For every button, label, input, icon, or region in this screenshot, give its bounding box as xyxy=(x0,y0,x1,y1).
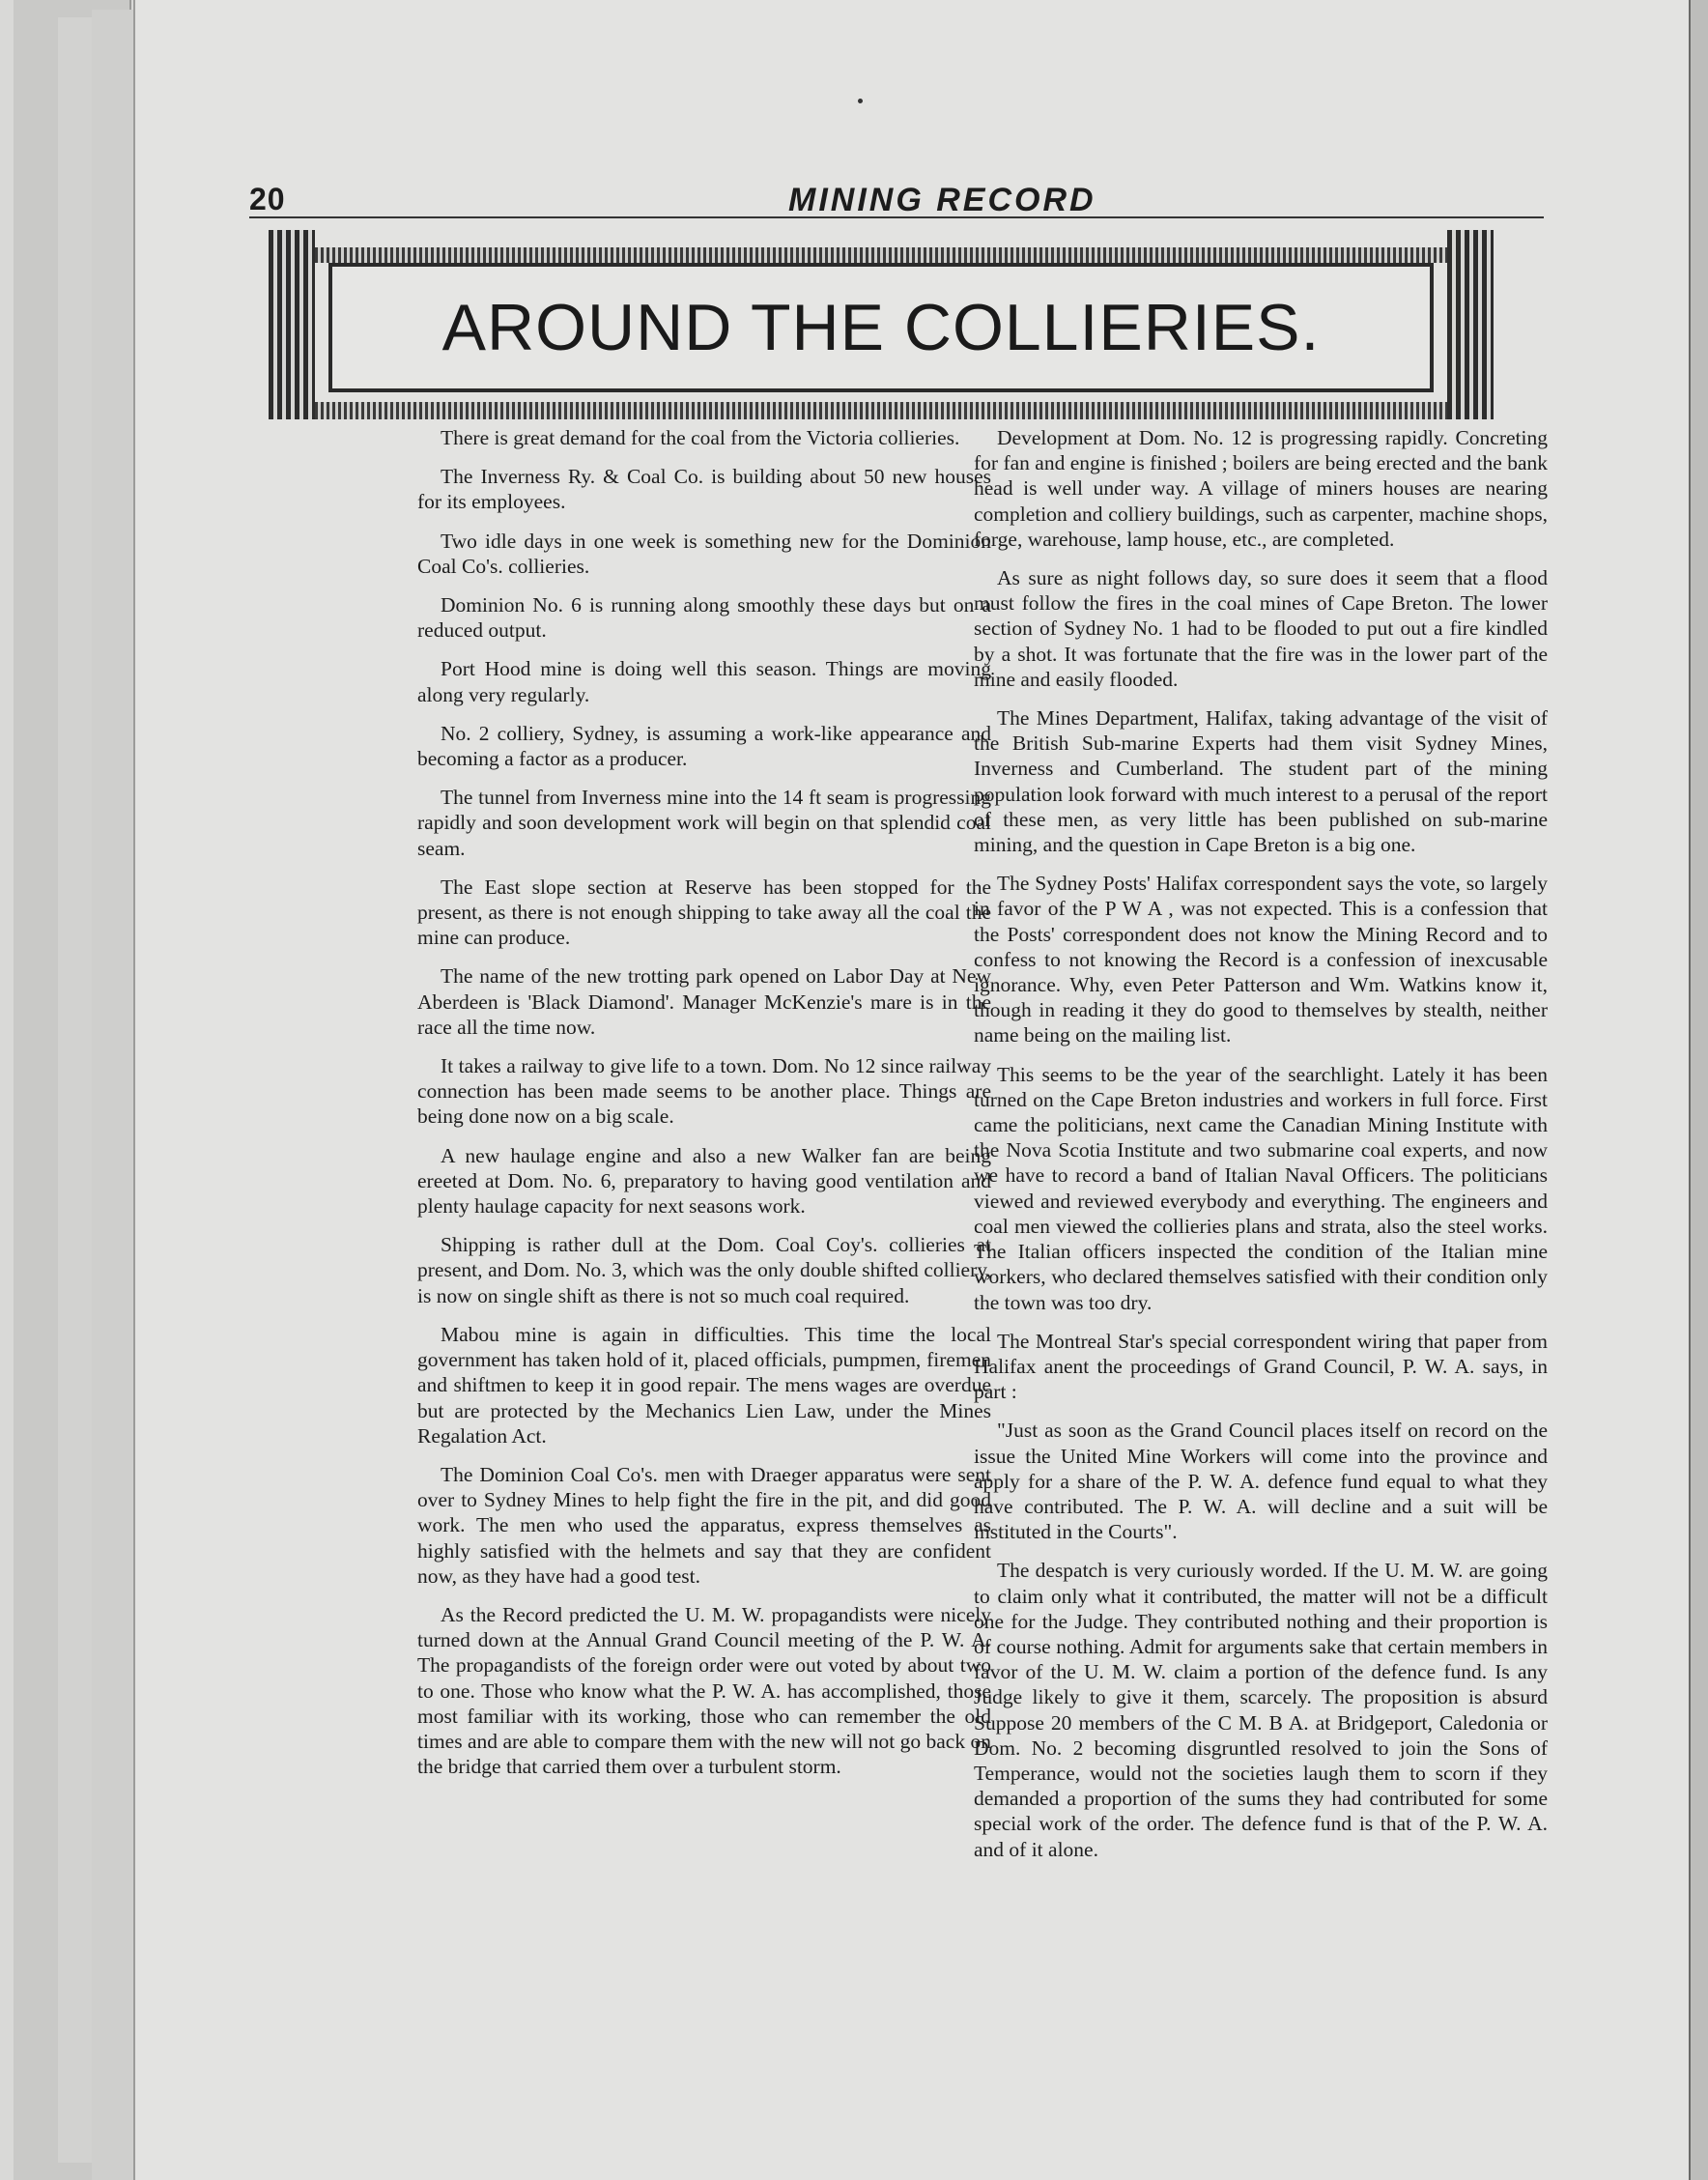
news-quote: "Just as soon as the Grand Council places itself on record on the issue the United Mine Workers will come into the province and apply for a share of the P. W. A. defence fund equal to what they have contributed. The P. W. A. will decline and a suit will be instituted in the Courts". xyxy=(974,1419,1548,1544)
banner-panel xyxy=(328,263,1434,392)
news-item: The Mines Department, Halifax, taking advantage of the visit of the British Sub-marine Experts had them visit Sydney Mines, Inverness and Cumberland. The student part of the mining population look forward with much interest to a perusal of the report of these men, as very little has been published on sub-marine mining, and the question in Cape Breton is a big one. xyxy=(974,706,1548,857)
left-column xyxy=(417,425,991,1793)
news-item: Two idle days in one week is something new for the Dominion Coal Co's. collieries. xyxy=(417,529,991,578)
news-item: The Dominion Coal Co's. men with Draeger apparatus were sent over to Sydney Mines to help fight the fire in the pit, and did good work. The men who used the apparatus, express themselves as highly satisfied with the helmets and say that they are confident now, as they have had a good test. xyxy=(417,1462,991,1588)
journal-name: MINING RECORD xyxy=(788,182,1096,218)
news-item: Port Hood mine is doing well this season. Things are moving along very regularly. xyxy=(417,657,991,706)
binding-edge xyxy=(1689,0,1708,2180)
news-item: The tunnel from Inverness mine into the 14 ft seam is progressing rapidly and soon development work will begin on that splendid coal seam. xyxy=(417,786,991,860)
news-item: No. 2 colliery, Sydney, is assuming a work-like appearance and becoming a factor as a producer. xyxy=(417,721,991,771)
news-item: It takes a railway to give life to a town. Dom. No 12 since railway connection has been made seems to be another place. Things are being done now on a big scale. xyxy=(417,1054,991,1129)
section-banner xyxy=(269,230,1494,419)
print-speck xyxy=(858,99,863,103)
news-item: The Inverness Ry. & Coal Co. is building about 50 new houses for its employees. xyxy=(417,465,991,514)
news-item: This seems to be the year of the searchlight. Lately it has been turned on the Cape Breton industries and workers in full force. First came the politicians, next came the Canadian Mining Institute with the Nova Scotia Institute and two submarine coal experts, and now we have to record a band of Italian Naval Officers. The politicians viewed and reviewed everybody and everything. The engineers and coal men viewed the collieries plans and strata, also the steel works. The Italian officers inspected the condition of the Italian mine workers, who declared themselves satisfied with their condition only the town was too dry. xyxy=(974,1062,1548,1314)
banner-ornament-right xyxy=(1447,230,1494,419)
news-item: The East slope section at Reserve has been stopped for the present, as there is not enough shipping to take away all the coal the mine can produce. xyxy=(417,875,991,950)
news-item: Dominion No. 6 is running along smoothly these days but on a reduced output. xyxy=(417,593,991,643)
page-number: 20 xyxy=(249,182,286,216)
news-item: There is great demand for the coal from the Victoria collieries. xyxy=(441,426,960,449)
banner-ornament-left xyxy=(269,230,315,419)
running-header xyxy=(249,182,1544,218)
right-column xyxy=(974,425,1548,1876)
news-item: Development at Dom. No. 12 is progressing rapidly. Concreting for fan and engine is finished ; boilers are being erected and the bank head is well under way. A village of miners houses are nearing completion and colliery buildings, such as carpenter, machine shops, forge, warehouse, lamp house, etc., are completed. xyxy=(974,426,1549,551)
news-item: A new haulage engine and also a new Walker fan are being ereeted at Dom. No. 6, preparatory to having good ventilation and plenty haulage capacity for next seasons work. xyxy=(417,1143,991,1219)
news-item: The despatch is very curiously worded. If the U. M. W. are going to claim only what it contributed, the matter will not be a difficult one for the Judge. They contributed nothing and their proportion is of course nothing. Admit for arguments sake that certain members in favor of the U. M. W. claim a portion of the defence fund. Is any Judge likely to give it them, scarcely. The proposition is absurd Suppose 20 members of the C M. B A. at Bridgeport, Caledonia or Dom. No. 2 becoming disgruntled resolved to join the Sons of Temperance, would not the societies laugh them to scorn if they demanded a proportion of the sums they had contributed for some special work of the order. The defence fund is that of the P. W. A. and of it alone. xyxy=(974,1559,1548,1861)
news-item: As sure as night follows day, so sure does it seem that a flood must follow the fires in the coal mines of Cape Breton. The lower section of Sydney No. 1 had to be flooded to put out a fire kindled by a shot. It was fortunate that the fire was in the lower part of the mine and easily flooded. xyxy=(974,566,1548,691)
news-item: As the Record predicted the U. M. W. propagandists were nicely turned down at the Annual Grand Council meeting of the P. W. A. The propagandists of the foreign order were out voted by about two to one. Those who know what the P. W. A. has accomplished, those most familiar with its working, those who can remember the old times and are able to compare them with the new will not go back on the bridge that carried them over a turbulent storm. xyxy=(417,1602,991,1779)
news-item: The name of the new trotting park opened on Labor Day at New Aberdeen is 'Black Diamond'. Manager McKenzie's mare is in the race all the time now. xyxy=(417,964,991,1039)
banner-rule-top xyxy=(269,247,1494,263)
section-title: AROUND THE COLLIERIES. xyxy=(441,291,1321,364)
news-item: The Montreal Star's special correspondent wiring that paper from Halifax anent the proceedings of Grand Council, P. W. A. says, in part : xyxy=(974,1329,1548,1404)
news-item: Mabou mine is again in difficulties. This time the local government has taken hold of it, placed officials, pumpmen, firemen and shiftmen to keep it in good repair. The mens wages are overdue but are protected by the Mechanics Lien Law, under the Mines Regalation Act. xyxy=(417,1322,991,1448)
news-item: Shipping is rather dull at the Dom. Coal Coy's. collieries at present, and Dom. No. 3, which was the only double shifted colliery, is now on single shift as there is not so much coal required. xyxy=(417,1233,991,1307)
banner-rule-bottom xyxy=(269,402,1494,419)
news-item: The Sydney Posts' Halifax correspondent says the vote, so largely in favor of the P W A , was not expected. This is a confession that the Posts' correspondent does not know the Mining Record and to confess to not knowing the Record is a confession of inexcusable ignorance. Why, even Peter Patterson and Wm. Watkins know it, though in reading it they do good to themselves by stealth, neither name being on the mailing list. xyxy=(974,872,1548,1047)
